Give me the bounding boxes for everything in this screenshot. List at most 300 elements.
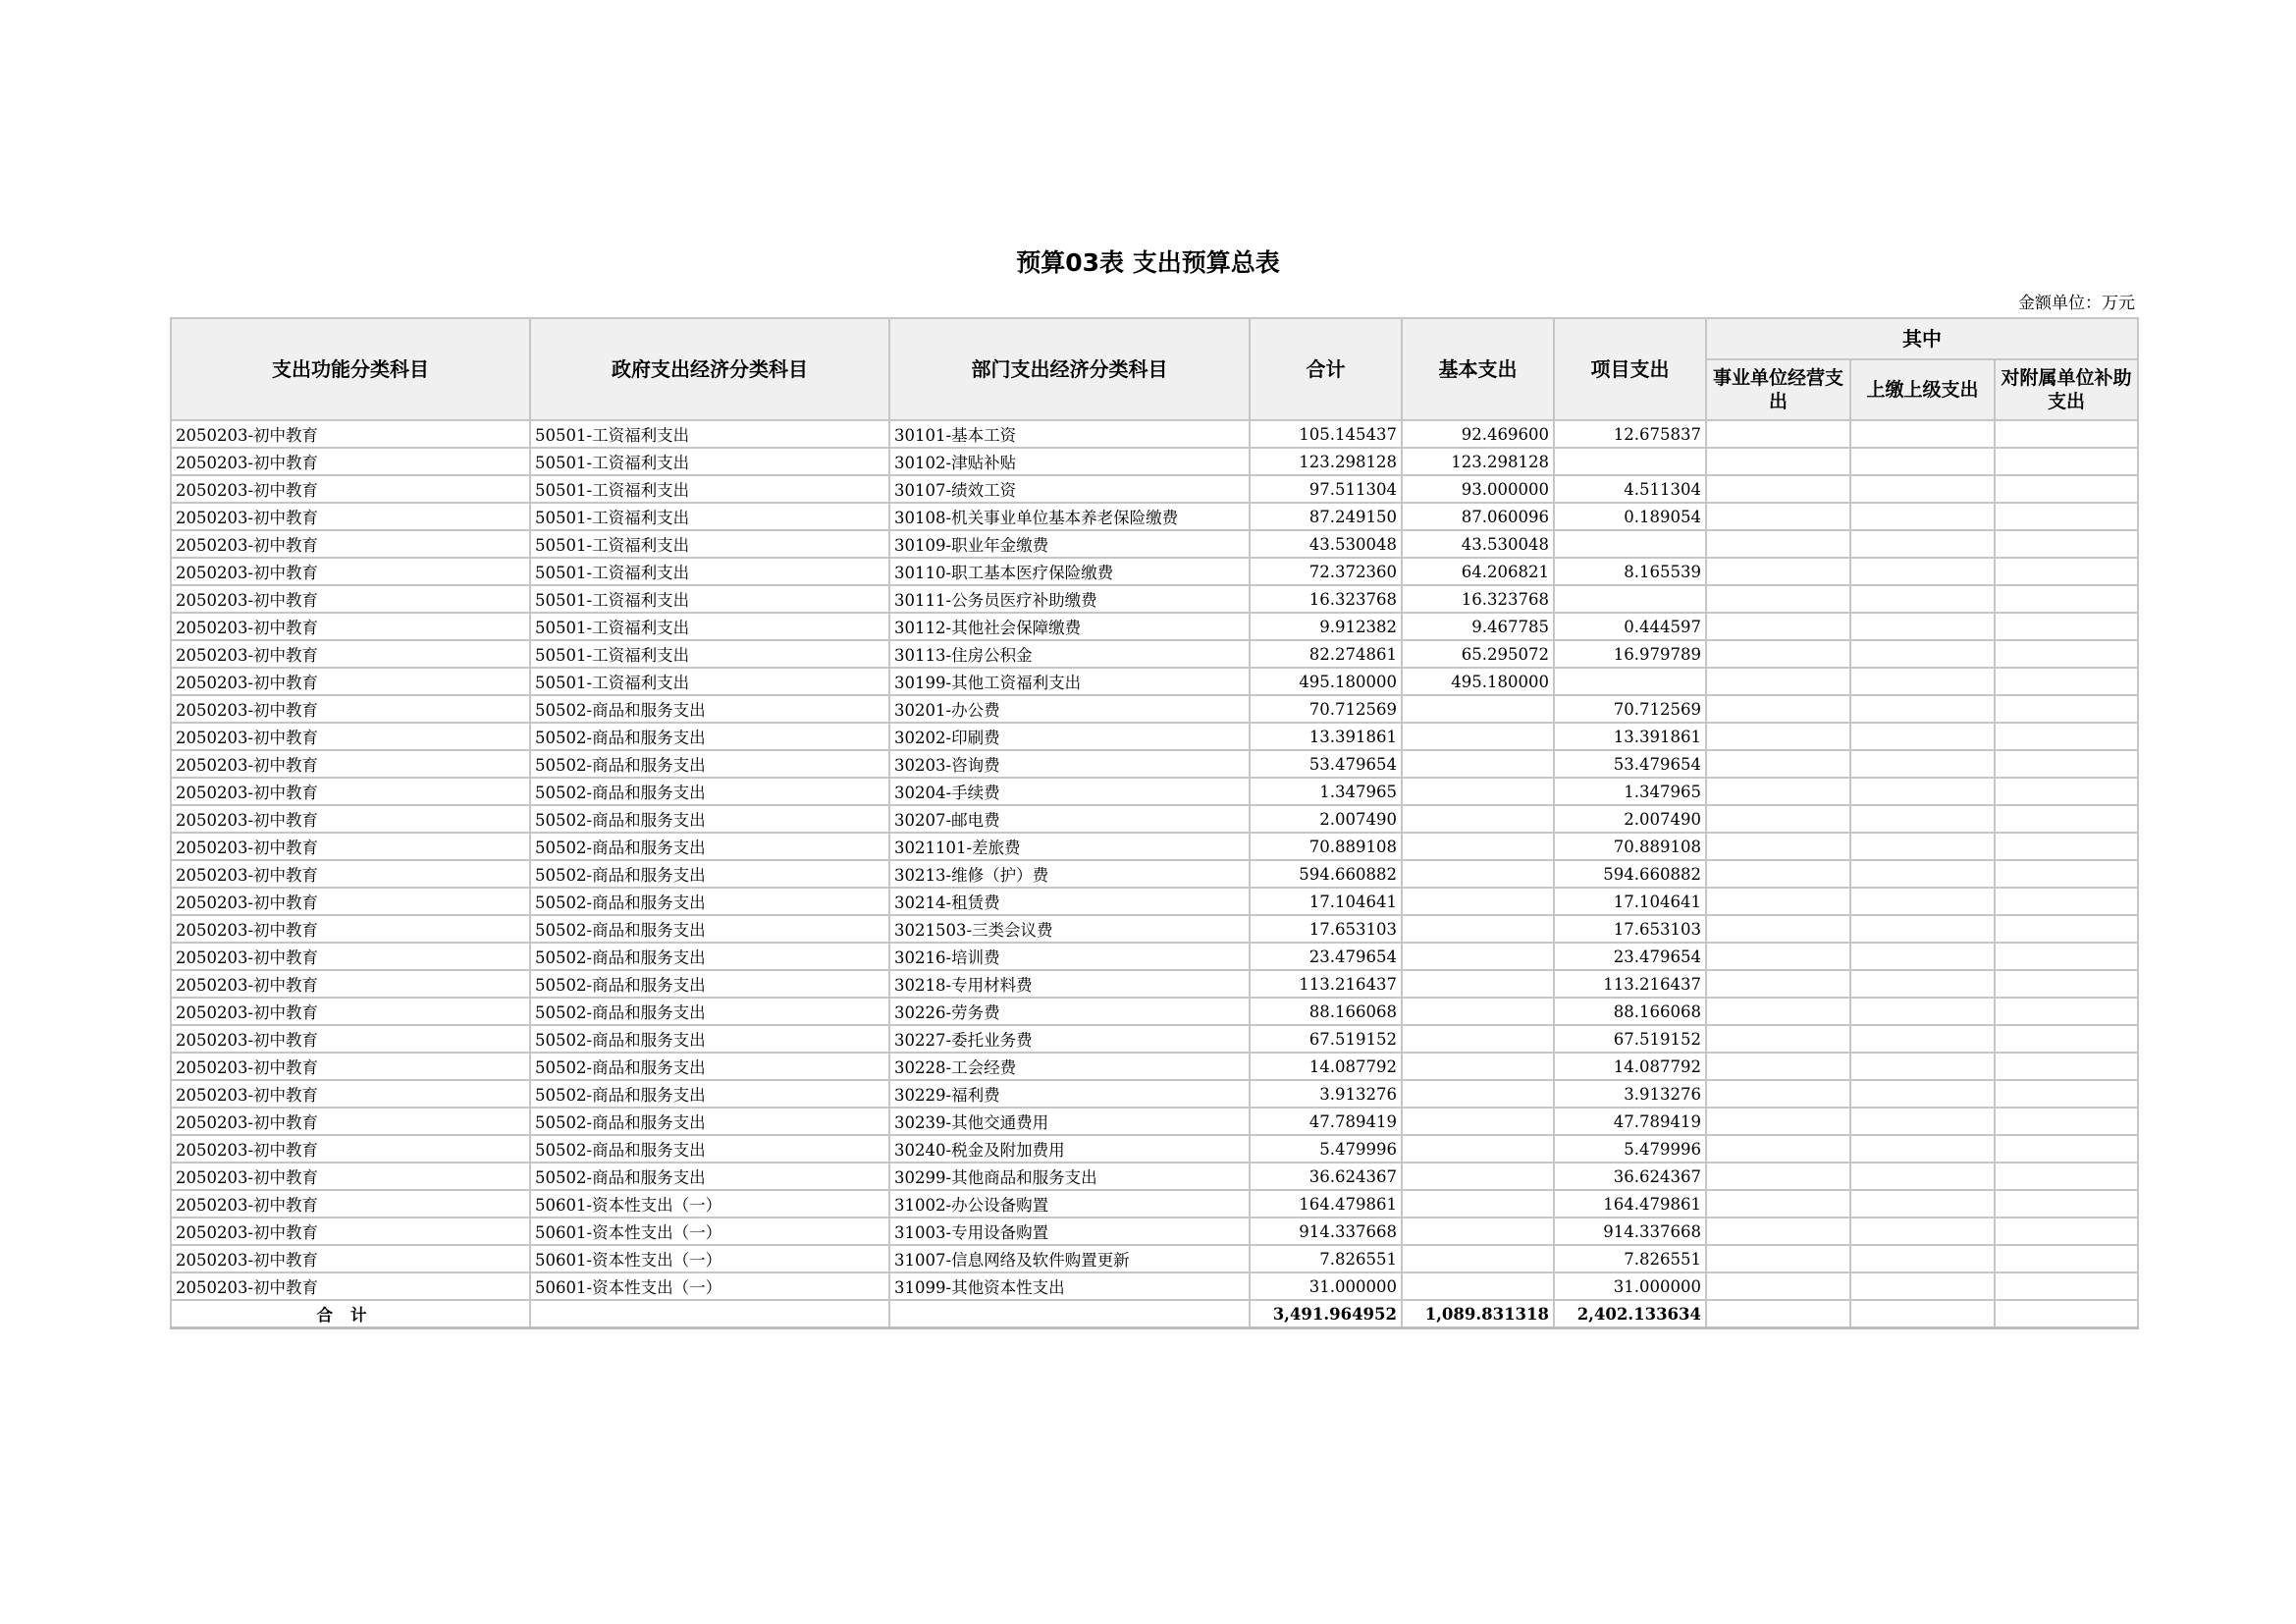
table-title: 预算03表 支出预算总表: [1016, 248, 1280, 277]
table-cell: [1706, 970, 1850, 998]
table-cell: 93.000000: [1402, 475, 1554, 503]
table-cell: [1402, 833, 1554, 860]
table-row: [171, 475, 2138, 503]
table-cell: [1995, 1025, 2138, 1053]
table-cell: 88.166068: [1250, 998, 1402, 1025]
table-cell: 30108-机关事业单位基本养老保险缴费: [889, 503, 1250, 530]
table-row: [171, 613, 2138, 640]
table-cell: 2050203-初中教育: [171, 420, 530, 448]
table-cell: 30110-职工基本医疗保险缴费: [889, 558, 1250, 585]
table-row: [171, 998, 2138, 1025]
table-cell: 50501-工资福利支出: [530, 585, 889, 613]
table-cell: 50502-商品和服务支出: [530, 888, 889, 915]
table-cell: [1706, 613, 1850, 640]
table-row: [171, 750, 2138, 778]
table-body: [171, 420, 2138, 1328]
table-cell: [1706, 1218, 1850, 1245]
table-row: [171, 420, 2138, 448]
table-cell: 2050203-初中教育: [171, 1245, 530, 1272]
table-cell: [1706, 1080, 1850, 1108]
table-cell: 30109-职业年金缴费: [889, 530, 1250, 558]
table-cell: 3.913276: [1554, 1080, 1706, 1108]
table-cell: 17.653103: [1554, 915, 1706, 943]
table-cell: 36.624367: [1554, 1163, 1706, 1190]
table-cell: 50601-资本性支出（一）: [530, 1245, 889, 1272]
table-cell: [1706, 1300, 1850, 1328]
table-cell: 2050203-初中教育: [171, 668, 530, 695]
table-cell: 30203-咨询费: [889, 750, 1250, 778]
table-cell: 50502-商品和服务支出: [530, 1163, 889, 1190]
table-cell: [1995, 420, 2138, 448]
table-cell: 2050203-初中教育: [171, 585, 530, 613]
table-cell: 87.249150: [1250, 503, 1402, 530]
table-cell: 50501-工资福利支出: [530, 668, 889, 695]
table-cell: 2050203-初中教育: [171, 613, 530, 640]
table-cell: [1706, 1163, 1850, 1190]
table-row: [171, 860, 2138, 888]
table-cell: 2.007490: [1554, 805, 1706, 833]
table-cell: 50502-商品和服务支出: [530, 860, 889, 888]
table-cell: 3021101-差旅费: [889, 833, 1250, 860]
table-cell: 50502-商品和服务支出: [530, 833, 889, 860]
table-cell: 67.519152: [1554, 1025, 1706, 1053]
table-cell: [1706, 1190, 1850, 1218]
table-cell: [1402, 943, 1554, 970]
table-cell: 30213-维修（护）费: [889, 860, 1250, 888]
table-cell: 30202-印刷费: [889, 723, 1250, 750]
table-cell: [1850, 970, 1995, 998]
table-cell: 50502-商品和服务支出: [530, 695, 889, 723]
table-cell: 16.323768: [1402, 585, 1554, 613]
table-cell: [1850, 1163, 1995, 1190]
table-row: [171, 1080, 2138, 1108]
table-cell: 87.060096: [1402, 503, 1554, 530]
table-cell: [1706, 805, 1850, 833]
table-cell: 92.469600: [1402, 420, 1554, 448]
total-sum: 3,491.964952: [1250, 1300, 1402, 1328]
table-cell: 88.166068: [1554, 998, 1706, 1025]
table-cell: 2050203-初中教育: [171, 1135, 530, 1163]
table-cell: 495.180000: [1250, 668, 1402, 695]
table-cell: [1402, 750, 1554, 778]
table-cell: [1850, 805, 1995, 833]
table-cell: 70.712569: [1250, 695, 1402, 723]
table-cell: [1995, 640, 2138, 668]
table-cell: [1995, 778, 2138, 805]
table-cell: [1995, 448, 2138, 475]
table-cell: [1995, 750, 2138, 778]
table-cell: 14.087792: [1554, 1053, 1706, 1080]
table-cell: 123.298128: [1402, 448, 1554, 475]
table-cell: [1850, 668, 1995, 695]
table-cell: [1850, 943, 1995, 970]
table-cell: 14.087792: [1250, 1053, 1402, 1080]
table-cell: 2050203-初中教育: [171, 448, 530, 475]
table-cell: 12.675837: [1554, 420, 1706, 448]
expenditure-budget-table: [170, 317, 2139, 1329]
table-cell: [1706, 695, 1850, 723]
table-cell: [1850, 750, 1995, 778]
header-func: 支出功能分类科目: [171, 318, 530, 420]
table-cell: 0.189054: [1554, 503, 1706, 530]
table-row: [171, 943, 2138, 970]
table-cell: 67.519152: [1250, 1025, 1402, 1053]
table-cell: [1995, 970, 2138, 998]
table-cell: 47.789419: [1554, 1108, 1706, 1135]
table-cell: 2050203-初中教育: [171, 805, 530, 833]
table-cell: [1706, 448, 1850, 475]
table-cell: [1850, 613, 1995, 640]
table-cell: 2050203-初中教育: [171, 503, 530, 530]
table-row: [171, 695, 2138, 723]
table-cell: [1402, 1080, 1554, 1108]
table-cell: [1850, 723, 1995, 750]
table-cell: [1850, 1053, 1995, 1080]
table-cell: [1995, 530, 2138, 558]
table-cell: [1850, 1025, 1995, 1053]
table-cell: [1706, 778, 1850, 805]
table-cell: 2050203-初中教育: [171, 1163, 530, 1190]
table-cell: [1402, 1190, 1554, 1218]
table-cell: 50501-工资福利支出: [530, 530, 889, 558]
table-cell: 47.789419: [1250, 1108, 1402, 1135]
table-cell: 23.479654: [1250, 943, 1402, 970]
table-cell: [1706, 943, 1850, 970]
table-cell: 50601-资本性支出（一）: [530, 1272, 889, 1300]
table-cell: [1706, 1025, 1850, 1053]
table-cell: [530, 1300, 889, 1328]
table-cell: 30207-邮电费: [889, 805, 1250, 833]
table-cell: [1850, 1300, 1995, 1328]
header-project: 项目支出: [1554, 318, 1706, 420]
table-cell: 50502-商品和服务支出: [530, 1108, 889, 1135]
table-cell: [1402, 860, 1554, 888]
table-cell: 43.530048: [1250, 530, 1402, 558]
table-cell: [1995, 943, 2138, 970]
table-cell: [1995, 723, 2138, 750]
table-cell: 2050203-初中教育: [171, 750, 530, 778]
table-cell: 31.000000: [1250, 1272, 1402, 1300]
table-cell: [1995, 805, 2138, 833]
table-cell: [1850, 1108, 1995, 1135]
table-cell: [1554, 448, 1706, 475]
table-row: [171, 778, 2138, 805]
table-cell: [1706, 860, 1850, 888]
table-cell: [1850, 503, 1995, 530]
header-gov: 政府支出经济分类科目: [530, 318, 889, 420]
total-project: 2,402.133634: [1554, 1300, 1706, 1328]
table-cell: [1995, 1190, 2138, 1218]
table-cell: [1706, 915, 1850, 943]
table-cell: 30227-委托业务费: [889, 1025, 1250, 1053]
table-cell: [1554, 585, 1706, 613]
table-cell: 30112-其他社会保障缴费: [889, 613, 1250, 640]
table-cell: 30239-其他交通费用: [889, 1108, 1250, 1135]
table-cell: 2050203-初中教育: [171, 1218, 530, 1245]
table-cell: 5.479996: [1554, 1135, 1706, 1163]
table-row: [171, 1163, 2138, 1190]
table-cell: [1850, 1218, 1995, 1245]
table-cell: [1850, 530, 1995, 558]
table-cell: 30218-专用材料费: [889, 970, 1250, 998]
table-cell: [1995, 1135, 2138, 1163]
table-cell: 30102-津贴补贴: [889, 448, 1250, 475]
header-upper: 上缴上级支出: [1850, 359, 1995, 420]
table-cell: 9.467785: [1402, 613, 1554, 640]
table-row: [171, 668, 2138, 695]
table-cell: 72.372360: [1250, 558, 1402, 585]
table-cell: [1995, 915, 2138, 943]
table-cell: [1850, 695, 1995, 723]
header-biz: 事业单位经营支出: [1706, 359, 1850, 420]
table-cell: 7.826551: [1554, 1245, 1706, 1272]
table-cell: 8.165539: [1554, 558, 1706, 585]
table-cell: 2050203-初中教育: [171, 833, 530, 860]
table-cell: [1706, 723, 1850, 750]
unit-label: 金额单位：万元: [2018, 294, 2135, 313]
table-cell: 43.530048: [1402, 530, 1554, 558]
table-cell: [1706, 420, 1850, 448]
table-cell: 50601-资本性支出（一）: [530, 1190, 889, 1218]
table-cell: 17.653103: [1250, 915, 1402, 943]
table-cell: 2050203-初中教育: [171, 558, 530, 585]
table-cell: [1850, 888, 1995, 915]
table-cell: [1995, 503, 2138, 530]
table-cell: 36.624367: [1250, 1163, 1402, 1190]
table-cell: [1402, 1135, 1554, 1163]
table-cell: [1706, 888, 1850, 915]
table-row: [171, 1025, 2138, 1053]
table-cell: 50502-商品和服务支出: [530, 1053, 889, 1080]
table-cell: [1402, 723, 1554, 750]
table-cell: 50501-工资福利支出: [530, 420, 889, 448]
table-cell: [1995, 1080, 2138, 1108]
table-cell: [1402, 1218, 1554, 1245]
table-cell: [1554, 668, 1706, 695]
table-cell: 53.479654: [1554, 750, 1706, 778]
table-cell: 3021503-三类会议费: [889, 915, 1250, 943]
table-cell: 50502-商品和服务支出: [530, 970, 889, 998]
table-cell: 4.511304: [1554, 475, 1706, 503]
table-cell: 82.274861: [1250, 640, 1402, 668]
table-cell: [1402, 888, 1554, 915]
table-cell: [1402, 695, 1554, 723]
table-cell: [1402, 805, 1554, 833]
table-cell: [1706, 585, 1850, 613]
table-cell: [1706, 1135, 1850, 1163]
table-cell: 2050203-初中教育: [171, 695, 530, 723]
table-row: [171, 640, 2138, 668]
table-cell: 2050203-初中教育: [171, 640, 530, 668]
table-cell: 1.347965: [1554, 778, 1706, 805]
table-row: [171, 585, 2138, 613]
table-cell: 2050203-初中教育: [171, 1080, 530, 1108]
table-cell: [1995, 585, 2138, 613]
table-cell: 2050203-初中教育: [171, 915, 530, 943]
table-cell: 17.104641: [1250, 888, 1402, 915]
table-cell: [1850, 448, 1995, 475]
table-cell: 2.007490: [1250, 805, 1402, 833]
table-cell: 30299-其他商品和服务支出: [889, 1163, 1250, 1190]
table-cell: 17.104641: [1554, 888, 1706, 915]
table-cell: 2050203-初中教育: [171, 475, 530, 503]
table-cell: [1850, 420, 1995, 448]
table-cell: 31007-信息网络及软件购置更新: [889, 1245, 1250, 1272]
table-cell: [1706, 503, 1850, 530]
table-cell: 50502-商品和服务支出: [530, 805, 889, 833]
table-cell: 50502-商品和服务支出: [530, 1135, 889, 1163]
table-cell: 2050203-初中教育: [171, 1108, 530, 1135]
table-cell: [1995, 668, 2138, 695]
table-cell: 53.479654: [1250, 750, 1402, 778]
table-cell: 30111-公务员医疗补助缴费: [889, 585, 1250, 613]
table-cell: [1995, 998, 2138, 1025]
table-cell: [1850, 1272, 1995, 1300]
table-cell: [1995, 888, 2138, 915]
table-cell: 70.889108: [1250, 833, 1402, 860]
table-cell: 2050203-初中教育: [171, 1190, 530, 1218]
table-row: [171, 888, 2138, 915]
table-row: [171, 1190, 2138, 1218]
table-cell: 97.511304: [1250, 475, 1402, 503]
table-cell: 1.347965: [1250, 778, 1402, 805]
table-cell: [1402, 1163, 1554, 1190]
table-cell: [1850, 1190, 1995, 1218]
table-row: [171, 503, 2138, 530]
table-cell: [1995, 1053, 2138, 1080]
header-dept: 部门支出经济分类科目: [889, 318, 1250, 420]
table-cell: [1706, 1245, 1850, 1272]
table-cell: 3.913276: [1250, 1080, 1402, 1108]
table-cell: [1402, 1245, 1554, 1272]
table-cell: [1706, 558, 1850, 585]
table-cell: 31002-办公设备购置: [889, 1190, 1250, 1218]
table-cell: 2050203-初中教育: [171, 530, 530, 558]
table-cell: 50502-商品和服务支出: [530, 998, 889, 1025]
table-cell: [1554, 530, 1706, 558]
table-cell: 2050203-初中教育: [171, 1272, 530, 1300]
header-total: 合计: [1250, 318, 1402, 420]
table-cell: 2050203-初中教育: [171, 970, 530, 998]
table-cell: 50501-工资福利支出: [530, 475, 889, 503]
table-cell: 16.979789: [1554, 640, 1706, 668]
table-cell: [1995, 1218, 2138, 1245]
table-row: [171, 1108, 2138, 1135]
table-cell: [1402, 998, 1554, 1025]
table-cell: 7.826551: [1250, 1245, 1402, 1272]
header-sub: 对附属单位补助支出: [1995, 359, 2138, 420]
table-cell: 495.180000: [1402, 668, 1554, 695]
table-cell: [1995, 695, 2138, 723]
table-cell: 2050203-初中教育: [171, 860, 530, 888]
table-cell: [1995, 1300, 2138, 1328]
header-of-which: 其中: [1706, 318, 2138, 359]
table-cell: 50501-工资福利支出: [530, 448, 889, 475]
table-cell: 2050203-初中教育: [171, 888, 530, 915]
table-cell: 50502-商品和服务支出: [530, 1080, 889, 1108]
table-cell: [1995, 475, 2138, 503]
total-row: [171, 1300, 2138, 1328]
table-cell: 113.216437: [1250, 970, 1402, 998]
table-cell: [1402, 970, 1554, 998]
table-cell: 16.323768: [1250, 585, 1402, 613]
table-cell: [1995, 558, 2138, 585]
table-cell: 70.712569: [1554, 695, 1706, 723]
table-cell: 914.337668: [1554, 1218, 1706, 1245]
table-cell: 64.206821: [1402, 558, 1554, 585]
table-cell: [1850, 475, 1995, 503]
table-cell: [1850, 1080, 1995, 1108]
table-row: [171, 530, 2138, 558]
table-cell: [1402, 1053, 1554, 1080]
table-cell: 2050203-初中教育: [171, 998, 530, 1025]
header-basic: 基本支出: [1402, 318, 1554, 420]
table-cell: 50501-工资福利支出: [530, 503, 889, 530]
table-cell: 5.479996: [1250, 1135, 1402, 1163]
table-cell: 30101-基本工资: [889, 420, 1250, 448]
table-cell: [1402, 1272, 1554, 1300]
table-row: [171, 1135, 2138, 1163]
table-row: [171, 833, 2138, 860]
table-cell: 164.479861: [1554, 1190, 1706, 1218]
table-row: [171, 1272, 2138, 1300]
table-cell: 50501-工资福利支出: [530, 558, 889, 585]
table-row: [171, 558, 2138, 585]
table-cell: 123.298128: [1250, 448, 1402, 475]
table-cell: [1995, 833, 2138, 860]
table-cell: [1706, 750, 1850, 778]
table-cell: 30228-工会经费: [889, 1053, 1250, 1080]
table-cell: [1995, 613, 2138, 640]
table-cell: 9.912382: [1250, 613, 1402, 640]
table-cell: 23.479654: [1554, 943, 1706, 970]
table-cell: [1850, 833, 1995, 860]
table-cell: [1850, 558, 1995, 585]
table-row: [171, 915, 2138, 943]
table-cell: 2050203-初中教育: [171, 1053, 530, 1080]
table-cell: [1995, 1272, 2138, 1300]
table-cell: 13.391861: [1250, 723, 1402, 750]
table-cell: 30216-培训费: [889, 943, 1250, 970]
table-cell: 105.145437: [1250, 420, 1402, 448]
table-cell: [1706, 530, 1850, 558]
table-cell: [1850, 860, 1995, 888]
table-cell: 30113-住房公积金: [889, 640, 1250, 668]
table-cell: 50501-工资福利支出: [530, 640, 889, 668]
table-cell: 30229-福利费: [889, 1080, 1250, 1108]
table-cell: [1850, 778, 1995, 805]
table-cell: 50502-商品和服务支出: [530, 723, 889, 750]
table-cell: 31003-专用设备购置: [889, 1218, 1250, 1245]
table-cell: 50502-商品和服务支出: [530, 750, 889, 778]
table-row: [171, 1053, 2138, 1080]
total-basic: 1,089.831318: [1402, 1300, 1554, 1328]
table-cell: [1706, 1272, 1850, 1300]
table-cell: 2050203-初中教育: [171, 1025, 530, 1053]
table-cell: 113.216437: [1554, 970, 1706, 998]
table-cell: 13.391861: [1554, 723, 1706, 750]
table-cell: [1402, 1108, 1554, 1135]
table-cell: 70.889108: [1554, 833, 1706, 860]
table-cell: [1402, 778, 1554, 805]
table-row: [171, 1218, 2138, 1245]
table-cell: 30240-税金及附加费用: [889, 1135, 1250, 1163]
table-cell: 50502-商品和服务支出: [530, 943, 889, 970]
table-cell: [1706, 1108, 1850, 1135]
table-cell: 2050203-初中教育: [171, 778, 530, 805]
table-cell: [1706, 475, 1850, 503]
table-cell: 50601-资本性支出（一）: [530, 1218, 889, 1245]
